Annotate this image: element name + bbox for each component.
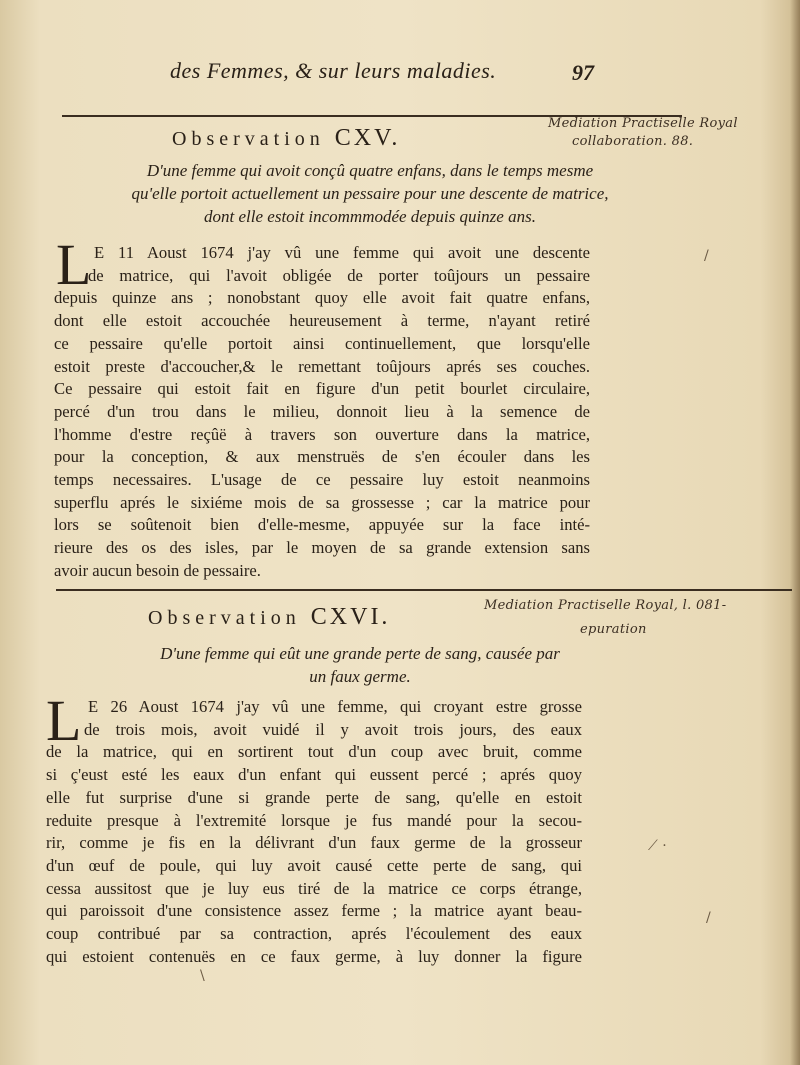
body-line: temps necessaires. L'usage de ce pessaire luy estoit neanmoins [54, 470, 590, 490]
body-line: cessa aussitost que je luy eus tiré de la matrice ce corps étrange, [46, 878, 582, 898]
subtitle-line: D'une femme qui avoit conçû quatre enfans, dans le temps mesme [146, 161, 594, 180]
subtitle-line: qu'elle portoit actuellement un pessaire pour une descente de matrice, [131, 184, 609, 203]
observation-116-body [46, 688, 582, 968]
body-line: ce pessaire qu'elle portoit ainsi continuellement, que lorsqu'elle [54, 333, 590, 353]
body-line: si ç'eust esté les eaux d'un enfant qui eussent percé ; aprés quoy [46, 765, 582, 785]
body-line: elle fut surprise d'une si grande perte de sang, qu'elle en estoit [46, 787, 582, 807]
body-line: depuis quinze ans ; nonobstant quoy elle avoit fait quatre enfans, [54, 288, 590, 308]
observation-115-number: CXV. [334, 125, 401, 151]
observation-116-subtitle [80, 642, 640, 688]
handwritten-note-116-line-1: Mediation Practiselle Royal, l. 081- [484, 598, 727, 613]
subtitle-line: D'une femme qui eût une grande perte de sang, causée par [160, 644, 560, 663]
observation-115-subtitle [60, 159, 680, 228]
running-header: des Femmes, & sur leurs maladies. [170, 58, 497, 83]
body-line: E 11 Aoust 1674 j'ay vû une femme qui avoit une descente [94, 243, 590, 262]
observation-115-body [54, 232, 590, 583]
subtitle-line: un faux germe. [309, 667, 411, 686]
observation-115-title [172, 125, 400, 152]
body-line: de trois mois, avoit vuidé il y avoit trois jours, des eaux [84, 719, 582, 739]
body-line: reduite presque à l'extremité lorsque je fus mandé pour la secou- [46, 810, 582, 830]
body-line: rieure des os des isles, par le moyen de sa grande extension sans [54, 538, 590, 558]
pencil-mark: / [706, 910, 711, 926]
body-line: Ce pessaire qui estoit fait en figure d'un petit bourlet circulaire, [54, 379, 590, 399]
body-line: rir, comme je fis en la délivrant d'un faux germe de la grosseur [46, 833, 582, 853]
body-line: d'un œuf de poule, qui luy avoit causé cette perte de sang, qui [46, 855, 582, 875]
body-line: dont elle estoit accouchée heureusement à terme, n'ayant retiré [54, 311, 590, 331]
body-line: coup contribué par sa contraction, aprés l'écoulement des eaux [46, 924, 582, 944]
page-edge-shadow [790, 0, 800, 1065]
body-line: pour la conception, & aux menstruës de s'en écouler dans les [54, 447, 590, 467]
body-line: estoit preste d'accoucher,& le remettant toûjours aprés ses couches. [54, 356, 590, 376]
pencil-mark: \ [200, 968, 205, 984]
body-line: percé d'un trou dans le milieu, donnoit lieu à la semence de [54, 401, 590, 421]
body-line: qui paroissoit d'une consistence assez ferme ; la matrice ayant beau- [46, 901, 582, 921]
drop-cap-115: L [56, 232, 92, 297]
body-line: qui estoient contenuës en ce faux germe, à luy donner la figure [46, 946, 582, 966]
handwritten-note-116-line-2: epuration [580, 622, 647, 637]
body-line: de la matrice, qui en sortirent tout d'un coup avec bruit, comme [46, 742, 582, 762]
body-line: E 26 Aoust 1674 j'ay vû une femme, qui croyant estre grosse [88, 697, 582, 716]
body-line: lors se soûtenoit bien d'elle-mesme, appuyée sur la face inté- [54, 515, 590, 535]
body-line: l'homme d'estre reçûë à travers son ouverture dans la matrice, [54, 424, 590, 444]
body-line: de matrice, qui l'avoit obligée de porter toûjours un pessaire [88, 265, 590, 285]
handwritten-note-115-line-2: collaboration. 88. [572, 134, 694, 149]
observation-115-word: Observation [172, 128, 325, 150]
pencil-mark: ⟋ · [648, 838, 667, 854]
observation-116-number: CXVI. [310, 604, 391, 630]
body-line: superflu aprés le sixiéme mois de sa grossesse ; car la matrice pour [54, 492, 590, 512]
pencil-mark: / [704, 248, 709, 264]
observation-116-title [148, 604, 390, 631]
page-number: 97 [572, 60, 594, 85]
drop-cap-116: L [46, 688, 82, 753]
observation-116-word: Observation [148, 607, 301, 629]
body-line: avoir aucun besoin de pessaire. [54, 560, 261, 580]
subtitle-line: dont elle estoit incommmodée depuis quinze ans. [204, 207, 536, 226]
handwritten-note-115-line-1: Mediation Practiselle Royal [548, 116, 738, 131]
section-rule-2 [56, 589, 792, 591]
